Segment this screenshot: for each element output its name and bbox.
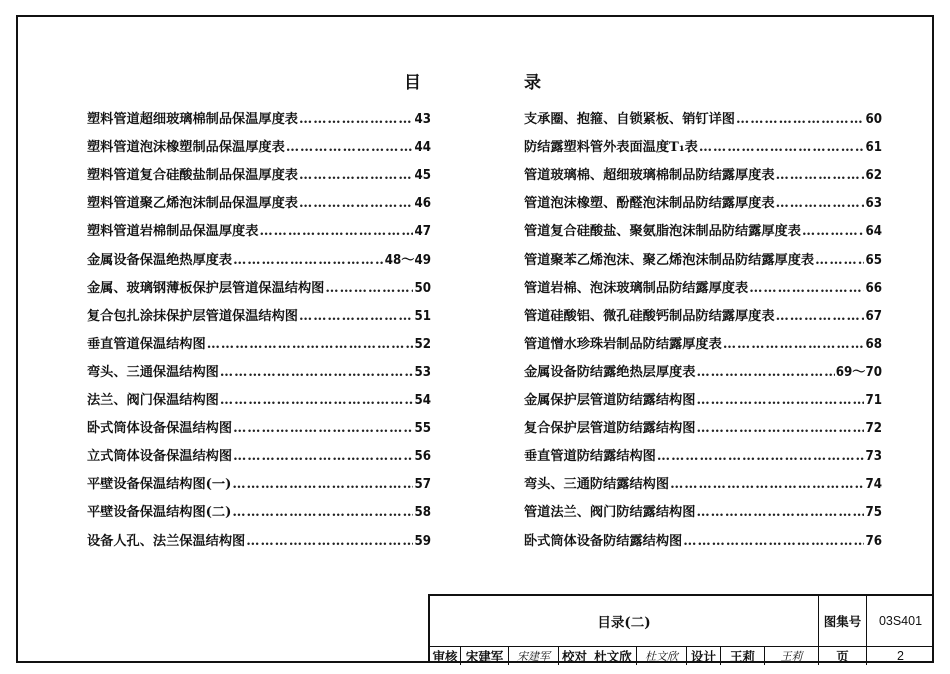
toc-entry xyxy=(87,520,431,548)
toc-entry xyxy=(87,183,431,211)
toc-entry-title: 复合保护层管道防结露结构图 xyxy=(524,421,696,437)
toc-entry xyxy=(524,127,882,155)
leader-dots xyxy=(259,224,413,239)
toc-entry-title: 金属保护层管道防结露结构图 xyxy=(524,393,696,409)
toc-entry xyxy=(524,324,882,352)
toc-entry-page: 51 xyxy=(414,308,431,324)
toc-left-column xyxy=(87,99,431,549)
toc-entry-title: 平壁设备保温结构图(一) xyxy=(87,477,232,493)
leader-dots xyxy=(220,393,414,408)
leader-dots xyxy=(233,421,413,436)
toc-entry-title: 弯头、三通防结露结构图 xyxy=(524,477,670,493)
toc-entry-page: 65 xyxy=(865,252,882,268)
toc-entry-page: 64 xyxy=(865,224,882,240)
toc-entry-page: 76 xyxy=(865,533,882,549)
drawing-title: 目录(二) xyxy=(597,615,651,631)
toc-entry xyxy=(87,127,431,155)
toc-entry-title: 支承圈、抱箍、自锁紧板、销钉详图 xyxy=(524,112,735,128)
leader-dots xyxy=(299,168,413,183)
title-block-top-row xyxy=(430,596,934,647)
toc-entry-title: 管道泡沫橡塑、酚醛泡沫制品防结露厚度表 xyxy=(524,196,775,212)
toc-entry-page: 47 xyxy=(414,224,431,240)
leader-dots xyxy=(802,224,865,239)
toc-entry-page: 45 xyxy=(414,168,431,184)
leader-dots xyxy=(699,140,865,155)
toc-entry xyxy=(87,492,431,520)
toc-entry xyxy=(524,380,882,408)
toc-entry-title: 金属设备防结露绝热层厚度表 xyxy=(524,364,696,380)
toc-entry-page: 44 xyxy=(414,140,431,156)
atlas-label: 图集号 xyxy=(818,596,866,646)
toc-entry-page: 59 xyxy=(414,533,431,549)
leader-dots xyxy=(232,505,413,520)
leader-dots xyxy=(233,253,384,268)
toc-entry-title: 管道硅酸铝、微孔硅酸钙制品防结露厚度表 xyxy=(524,308,775,324)
review-label: 审核 xyxy=(432,648,458,664)
atlas-number: 03S401 xyxy=(866,596,934,646)
toc-entry xyxy=(87,464,431,492)
toc-entry-page: 73 xyxy=(865,449,882,465)
toc-entry-page: 63 xyxy=(865,196,882,212)
leader-dots xyxy=(657,449,865,464)
toc-entry-title: 设备人孔、法兰保温结构图 xyxy=(87,533,246,549)
toc-entry-title: 垂直管道防结露结构图 xyxy=(524,449,656,465)
toc-entry xyxy=(87,268,431,296)
toc-entry xyxy=(524,239,882,267)
toc-entry xyxy=(524,352,882,380)
toc-entry xyxy=(524,464,882,492)
toc-entry xyxy=(524,268,882,296)
leader-dots xyxy=(749,281,864,296)
toc-entry-page: 56 xyxy=(414,449,431,465)
toc-entry xyxy=(524,99,882,127)
heading-left: 目 xyxy=(404,73,421,93)
toc-entry xyxy=(87,211,431,239)
check-label: 校对 xyxy=(558,646,590,665)
designer-name: 王莉 xyxy=(720,646,764,665)
toc-entry-page: 66 xyxy=(865,280,882,296)
toc-entry-page: 67 xyxy=(865,308,882,324)
toc-entry-page: 74 xyxy=(865,477,882,493)
toc-entry-page: 60 xyxy=(865,112,882,128)
reviewer-name: 宋建军 xyxy=(460,646,508,665)
toc-entry-page: 71 xyxy=(865,393,882,409)
toc-entry-title: 防结露塑料管外表面温度T₁表 xyxy=(524,140,698,156)
leader-dots xyxy=(299,196,413,211)
toc-entry-page: 62 xyxy=(865,168,882,184)
toc-entry-page: 43 xyxy=(414,112,431,128)
toc-entry xyxy=(524,155,882,183)
toc-entry xyxy=(87,239,431,267)
toc-entry-title: 弯头、三通保温结构图 xyxy=(87,364,219,380)
toc-entry-page: 57 xyxy=(414,477,431,493)
toc-entry-title: 卧式筒体设备保温结构图 xyxy=(87,421,233,437)
toc-entry-page: 58 xyxy=(414,505,431,521)
toc-entry-title: 塑料管道聚乙烯泡沫制品保温厚度表 xyxy=(87,196,298,212)
leader-dots xyxy=(233,449,413,464)
page-number: 2 xyxy=(866,646,934,665)
toc-entry-title: 塑料管道泡沫橡塑制品保温厚度表 xyxy=(87,140,285,156)
toc-entry xyxy=(87,155,431,183)
leader-dots xyxy=(723,337,865,352)
toc-entry-page: 53 xyxy=(414,364,431,380)
toc-entry-title: 管道岩棉、泡沫玻璃制品防结露厚度表 xyxy=(524,280,749,296)
leader-dots xyxy=(232,477,413,492)
toc-entry xyxy=(524,296,882,324)
leader-dots xyxy=(696,365,834,380)
toc-entry-page: 50 xyxy=(414,280,431,296)
toc-entry xyxy=(87,380,431,408)
toc-entry-title: 管道玻璃棉、超细玻璃棉制品防结露厚度表 xyxy=(524,168,775,184)
heading-right: 录 xyxy=(524,73,541,93)
toc-entry xyxy=(87,99,431,127)
title-block xyxy=(428,594,934,663)
toc-entry xyxy=(524,211,882,239)
leader-dots xyxy=(776,168,865,183)
leader-dots xyxy=(207,337,414,352)
toc-entry-page: 69～70 xyxy=(835,364,882,380)
toc-entry-page: 72 xyxy=(865,421,882,437)
toc-entry xyxy=(87,408,431,436)
toc-entry-page: 68 xyxy=(865,336,882,352)
toc-entry-title: 平壁设备保温结构图(二) xyxy=(87,505,232,521)
leader-dots xyxy=(299,112,413,127)
leader-dots xyxy=(220,365,414,380)
leader-dots xyxy=(696,421,864,436)
leader-dots xyxy=(299,309,413,324)
toc-entry-page: 55 xyxy=(414,421,431,437)
toc-entry xyxy=(87,324,431,352)
leader-dots xyxy=(696,505,864,520)
title-block-bottom-row xyxy=(430,646,934,665)
leader-dots xyxy=(736,112,864,127)
toc-entry-page: 54 xyxy=(414,393,431,409)
toc-entry-title: 管道复合硅酸盐、聚氨脂泡沫制品防结露厚度表 xyxy=(524,224,801,240)
page-label: 页 xyxy=(818,646,866,665)
toc-entry-page: 61 xyxy=(865,140,882,156)
toc-entry xyxy=(524,492,882,520)
toc-entry-title: 法兰、阀门保温结构图 xyxy=(87,393,219,409)
leader-dots xyxy=(776,309,865,324)
reviewer-signature: 宋建军 xyxy=(508,646,558,665)
toc-entry-title: 管道憎水珍珠岩制品防结露厚度表 xyxy=(524,336,722,352)
toc-entry-title: 立式筒体设备保温结构图 xyxy=(87,449,233,465)
toc-entry-title: 金属、玻璃钢薄板保护层管道保温结构图 xyxy=(87,280,325,296)
toc-entry-page: 75 xyxy=(865,505,882,521)
toc-entry xyxy=(524,520,882,548)
leader-dots xyxy=(696,393,864,408)
toc-entry-title: 复合包扎涂抹保护层管道保温结构图 xyxy=(87,308,298,324)
leader-dots xyxy=(776,196,865,211)
design-label: 设计 xyxy=(686,646,720,665)
toc-entry xyxy=(87,296,431,324)
toc-entry-title: 塑料管道复合硅酸盐制品保温厚度表 xyxy=(87,168,298,184)
toc-entry-title: 管道聚苯乙烯泡沫、聚乙烯泡沫制品防结露厚度表 xyxy=(524,252,815,268)
leader-dots xyxy=(325,281,413,296)
toc-entry-title: 管道法兰、阀门防结露结构图 xyxy=(524,505,696,521)
checker-name: 杜文欣 xyxy=(594,648,632,664)
toc-entry-title: 垂直管道保温结构图 xyxy=(87,336,206,352)
toc-entry xyxy=(87,436,431,464)
toc-entry-title: 卧式筒体设备防结露结构图 xyxy=(524,533,683,549)
toc-entry xyxy=(87,352,431,380)
toc-entry-title: 塑料管道岩棉制品保温厚度表 xyxy=(87,224,259,240)
toc-entry-page: 48～49 xyxy=(384,252,431,268)
leader-dots xyxy=(670,477,864,492)
checker-signature: 杜文欣 xyxy=(636,646,686,665)
toc-entry xyxy=(524,183,882,211)
leader-dots xyxy=(246,534,413,549)
toc-entry-page: 46 xyxy=(414,196,431,212)
toc-entry xyxy=(524,436,882,464)
leader-dots xyxy=(683,534,864,549)
toc-entry-title: 塑料管道超细玻璃棉制品保温厚度表 xyxy=(87,112,298,128)
leader-dots xyxy=(815,253,864,268)
toc-entry xyxy=(524,408,882,436)
toc-entry-page: 52 xyxy=(414,336,431,352)
toc-entry-title: 金属设备保温绝热厚度表 xyxy=(87,252,233,268)
designer-signature: 王莉 xyxy=(764,646,818,665)
toc-right-column xyxy=(524,99,882,549)
leader-dots xyxy=(286,140,414,155)
